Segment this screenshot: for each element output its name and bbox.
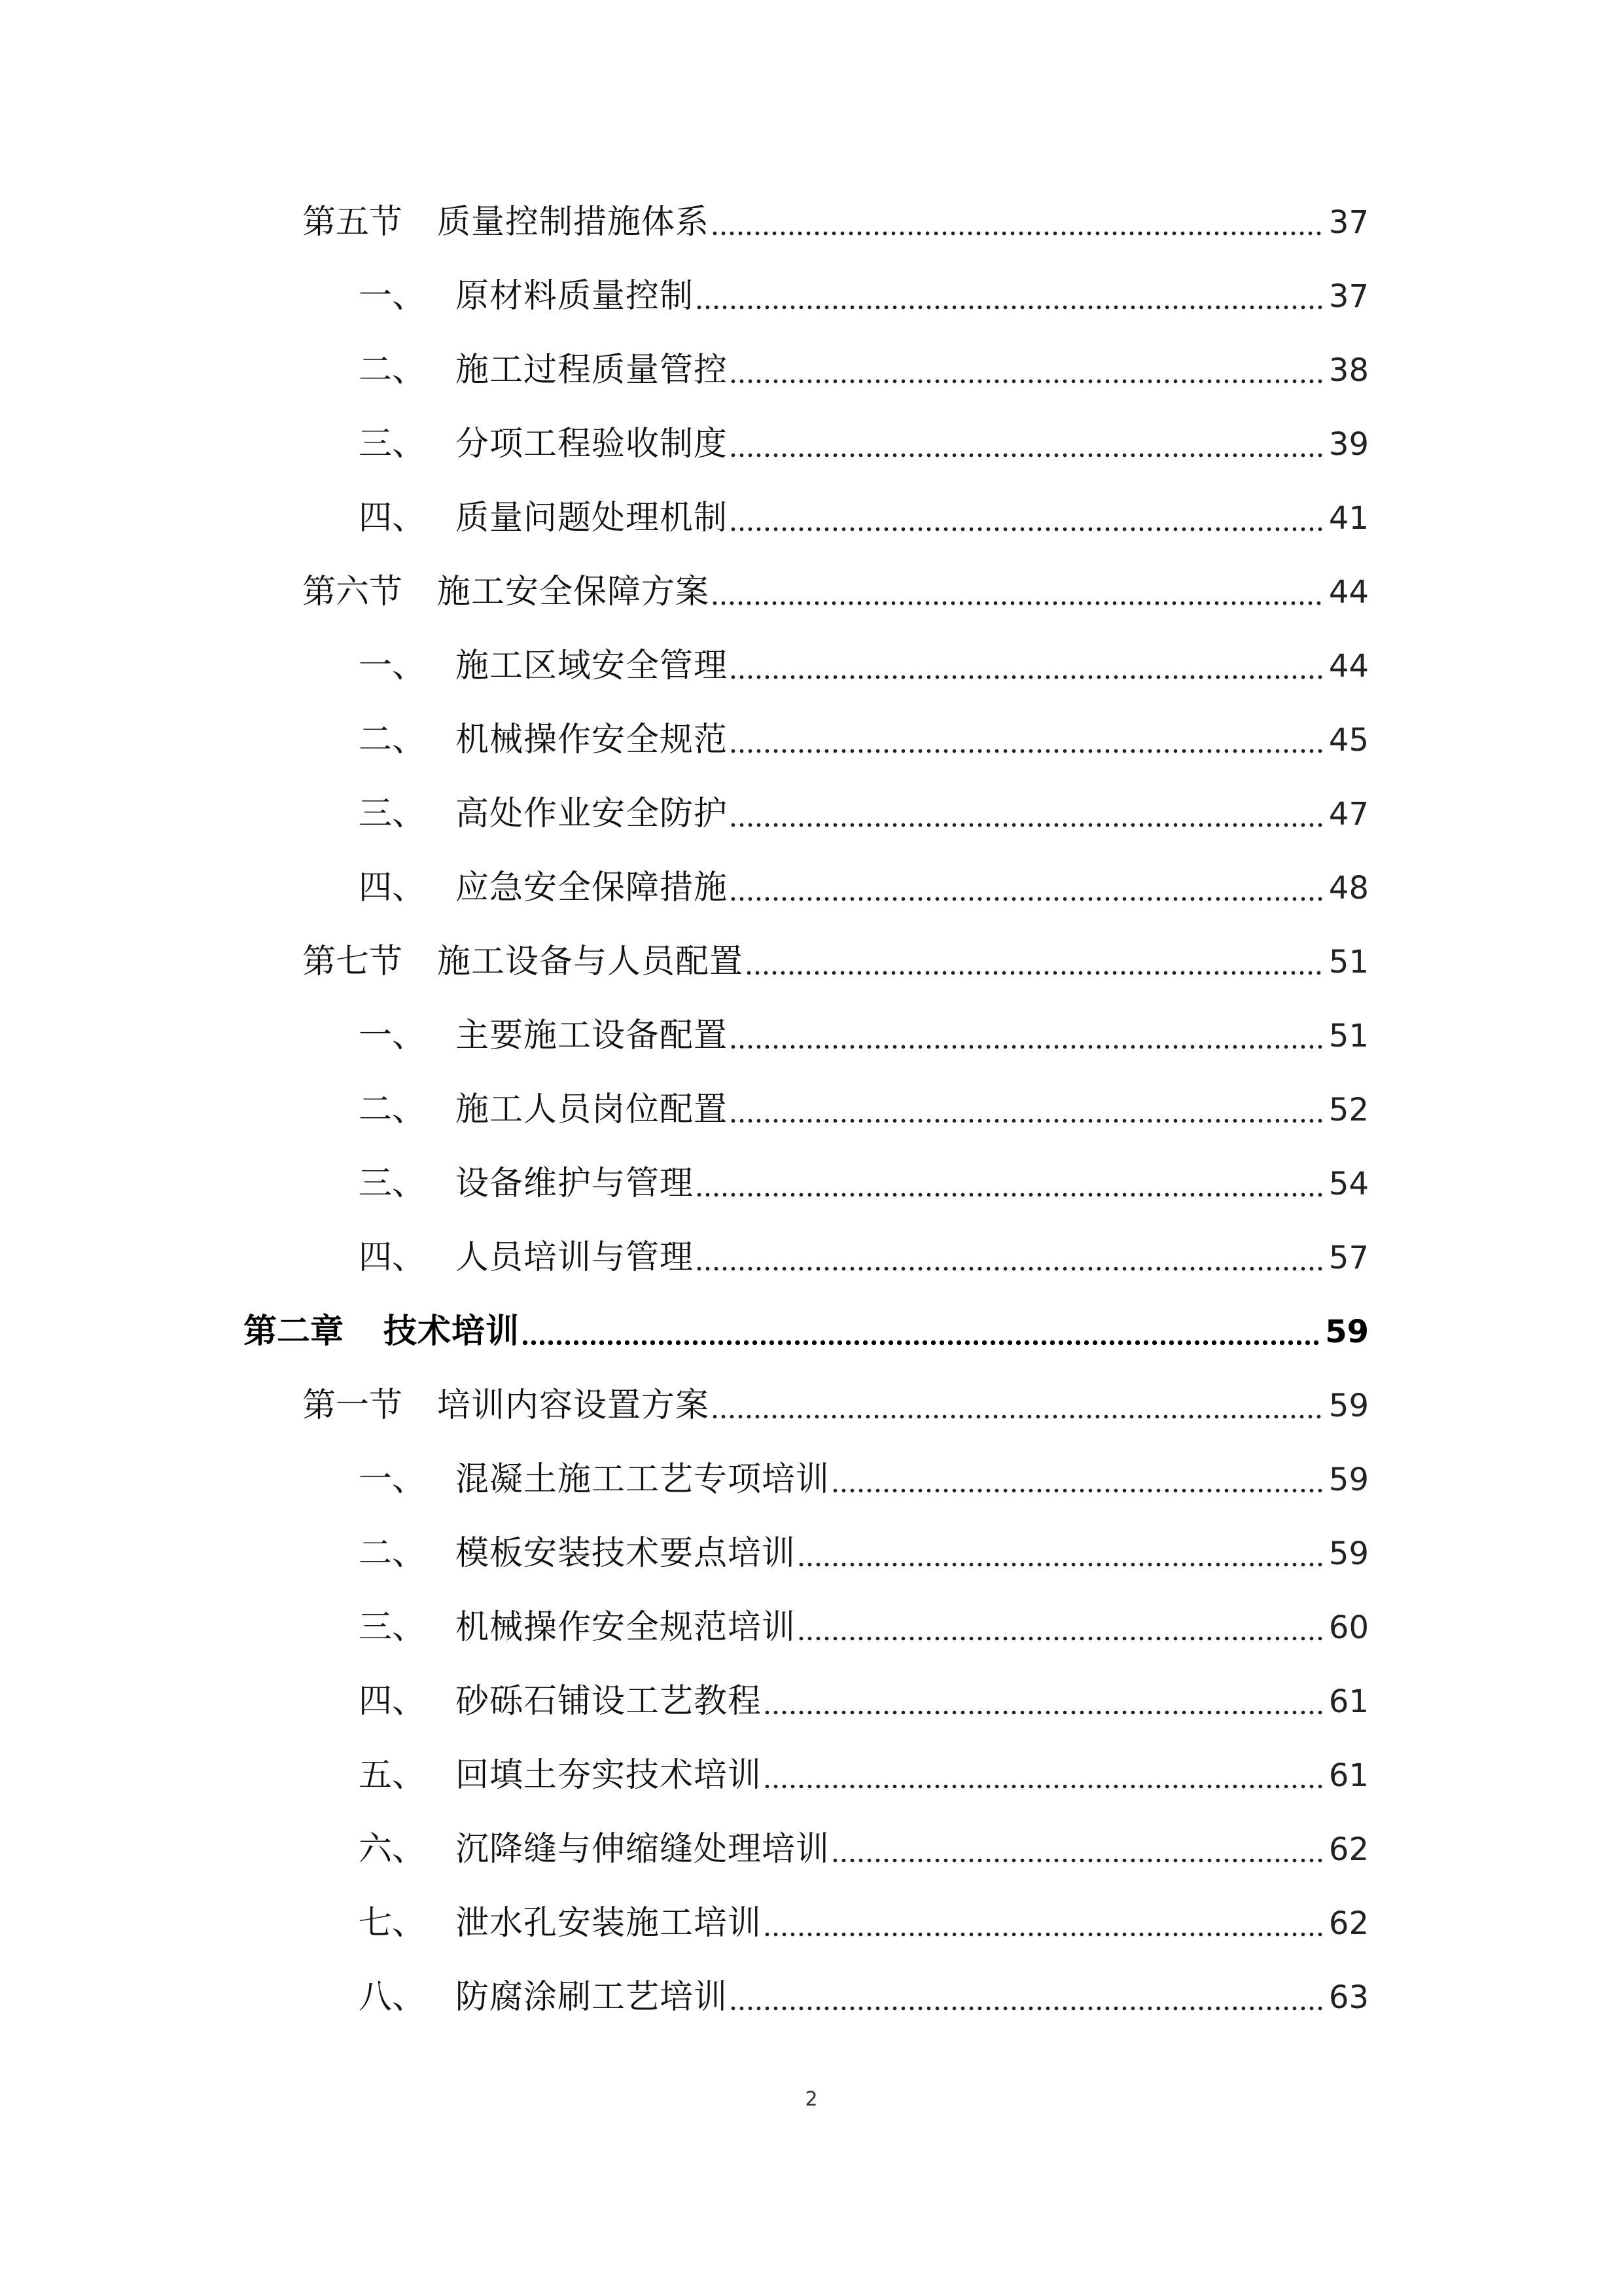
toc-entry-subsection[interactable] bbox=[359, 492, 1369, 545]
toc-entry-title: 泄水孔安装施工培训 bbox=[455, 1904, 762, 1943]
toc-entry-subsection[interactable] bbox=[359, 1823, 1369, 1876]
dot-leader bbox=[695, 1232, 1325, 1284]
toc-entry-subsection[interactable] bbox=[359, 1158, 1369, 1210]
dot-leader bbox=[831, 1823, 1325, 1876]
toc-entry-number: 一、 bbox=[359, 1460, 426, 1499]
toc-entry-page: 57 bbox=[1328, 1240, 1369, 1276]
toc-entry-title: 施工人员岗位配置 bbox=[455, 1090, 728, 1129]
toc-entry-section[interactable] bbox=[302, 196, 1369, 249]
toc-entry-number: 四、 bbox=[359, 499, 426, 537]
toc-entry-title: 高处作业安全防护 bbox=[455, 795, 728, 833]
toc-entry-number: 第五节 bbox=[302, 203, 403, 242]
toc-entry-page: 62 bbox=[1328, 1831, 1369, 1868]
toc-entry-number: 二、 bbox=[359, 351, 426, 389]
toc-entry-title: 设备维护与管理 bbox=[455, 1164, 694, 1203]
toc-entry-page: 60 bbox=[1328, 1609, 1369, 1646]
toc-entry-number: 一、 bbox=[359, 647, 426, 685]
toc-entry-section[interactable] bbox=[302, 1380, 1369, 1432]
toc-entry-title: 回填土夯实技术培训 bbox=[455, 1756, 762, 1795]
toc-entry-title: 混凝土施工工艺专项培训 bbox=[455, 1460, 830, 1499]
toc-entry-title: 应急安全保障措施 bbox=[455, 869, 728, 907]
toc-entry-page: 63 bbox=[1328, 1979, 1369, 2016]
toc-entry-title: 机械操作安全规范 bbox=[455, 721, 728, 759]
dot-leader bbox=[729, 640, 1325, 692]
toc-entry-page: 38 bbox=[1328, 352, 1369, 389]
toc-entry-title: 质量问题处理机制 bbox=[455, 499, 728, 537]
toc-entry-page: 44 bbox=[1328, 574, 1369, 611]
toc-entry-page: 51 bbox=[1328, 944, 1369, 980]
toc-entry-title: 技术培训 bbox=[383, 1312, 520, 1351]
toc-entry-title: 模板安装技术要点培训 bbox=[455, 1534, 796, 1573]
toc-entry-page: 54 bbox=[1328, 1166, 1369, 1202]
dot-leader bbox=[521, 1306, 1321, 1358]
toc-entry-title: 防腐涂刷工艺培训 bbox=[455, 1978, 728, 2017]
toc-entry-page: 59 bbox=[1325, 1314, 1369, 1350]
toc-entry-subsection[interactable] bbox=[359, 1528, 1369, 1580]
toc-entry-chapter[interactable] bbox=[243, 1306, 1369, 1358]
dot-leader bbox=[797, 1528, 1325, 1580]
toc-entry-subsection[interactable] bbox=[359, 1971, 1369, 2024]
toc-entry-subsection[interactable] bbox=[359, 418, 1369, 471]
toc-entry-number: 八、 bbox=[359, 1978, 426, 2017]
toc-entry-number: 第一节 bbox=[302, 1386, 403, 1425]
dot-leader bbox=[729, 1084, 1325, 1136]
dot-leader bbox=[831, 1454, 1325, 1506]
toc-entry-title: 施工过程质量管控 bbox=[455, 351, 728, 389]
toc-entry-subsection[interactable] bbox=[359, 1084, 1369, 1136]
dot-leader bbox=[711, 1380, 1325, 1432]
toc-entry-title: 砂砾石铺设工艺教程 bbox=[455, 1682, 762, 1721]
toc-entry-subsection[interactable] bbox=[359, 1749, 1369, 1802]
toc-entry-number: 二、 bbox=[359, 721, 426, 759]
toc-entry-subsection[interactable] bbox=[359, 1897, 1369, 1950]
toc-entry-page: 52 bbox=[1328, 1092, 1369, 1128]
toc-entry-subsection[interactable] bbox=[359, 270, 1369, 323]
toc-entry-number: 二、 bbox=[359, 1090, 426, 1129]
dot-leader bbox=[797, 1602, 1325, 1654]
toc-entry-number: 四、 bbox=[359, 1238, 426, 1277]
toc-entry-number: 六、 bbox=[359, 1830, 426, 1869]
toc-entry-page: 59 bbox=[1328, 1462, 1369, 1498]
dot-leader bbox=[763, 1676, 1325, 1728]
toc-entry-page: 62 bbox=[1328, 1905, 1369, 1942]
toc-entry-number: 第七节 bbox=[302, 942, 403, 981]
toc-entry-subsection[interactable] bbox=[359, 1454, 1369, 1506]
toc-entry-number: 三、 bbox=[359, 425, 426, 463]
dot-leader bbox=[729, 788, 1325, 840]
toc-entry-title: 质量控制措施体系 bbox=[437, 203, 710, 242]
toc-entry-title: 人员培训与管理 bbox=[455, 1238, 694, 1277]
toc-entry-page: 61 bbox=[1328, 1683, 1369, 1720]
toc-entry-section[interactable] bbox=[302, 566, 1369, 619]
toc-entry-page: 51 bbox=[1328, 1018, 1369, 1054]
toc-entry-page: 37 bbox=[1328, 204, 1369, 241]
toc-entry-title: 施工设备与人员配置 bbox=[437, 942, 744, 981]
toc-entry-title: 原材料质量控制 bbox=[455, 277, 694, 315]
toc-entry-title: 施工安全保障方案 bbox=[437, 573, 710, 611]
toc-entry-subsection[interactable] bbox=[359, 640, 1369, 692]
toc-entry-number: 第六节 bbox=[302, 573, 403, 611]
toc-entry-number: 五、 bbox=[359, 1756, 426, 1795]
toc-entry-number: 四、 bbox=[359, 1682, 426, 1721]
toc-entry-section[interactable] bbox=[302, 936, 1369, 988]
dot-leader bbox=[695, 270, 1325, 323]
toc-entry-title: 分项工程验收制度 bbox=[455, 425, 728, 463]
toc-entry-page: 59 bbox=[1328, 1535, 1369, 1572]
toc-entry-title: 沉降缝与伸缩缝处理培训 bbox=[455, 1830, 830, 1869]
toc-entry-subsection[interactable] bbox=[359, 788, 1369, 840]
toc-entry-page: 44 bbox=[1328, 648, 1369, 685]
toc-entry-number: 七、 bbox=[359, 1904, 426, 1943]
dot-leader bbox=[763, 1897, 1325, 1950]
toc-entry-number: 三、 bbox=[359, 795, 426, 833]
toc-entry-page: 47 bbox=[1328, 796, 1369, 833]
toc-entry-subsection[interactable] bbox=[359, 344, 1369, 397]
dot-leader bbox=[763, 1749, 1325, 1802]
toc-entry-subsection[interactable] bbox=[359, 1232, 1369, 1284]
toc-entry-number: 三、 bbox=[359, 1164, 426, 1203]
dot-leader bbox=[711, 566, 1325, 619]
toc-entry-page: 48 bbox=[1328, 870, 1369, 906]
toc-entry-title: 主要施工设备配置 bbox=[455, 1016, 728, 1055]
toc-entry-page: 61 bbox=[1328, 1757, 1369, 1794]
toc-entry-subsection[interactable] bbox=[359, 714, 1369, 766]
dot-leader bbox=[711, 196, 1325, 249]
toc-entry-page: 59 bbox=[1328, 1388, 1369, 1424]
toc-entry-title: 施工区域安全管理 bbox=[455, 647, 728, 685]
toc-entry-number: 二、 bbox=[359, 1534, 426, 1573]
toc-entry-subsection[interactable] bbox=[359, 1676, 1369, 1728]
toc-entry-page: 37 bbox=[1328, 278, 1369, 315]
dot-leader bbox=[729, 1010, 1325, 1062]
toc-entry-subsection[interactable] bbox=[359, 862, 1369, 914]
toc-entry-page: 41 bbox=[1328, 500, 1369, 537]
dot-leader bbox=[729, 418, 1325, 471]
toc-entry-title: 机械操作安全规范培训 bbox=[455, 1608, 796, 1647]
toc-entry-title: 培训内容设置方案 bbox=[437, 1386, 710, 1425]
dot-leader bbox=[729, 714, 1325, 766]
toc-entry-number: 一、 bbox=[359, 1016, 426, 1055]
dot-leader bbox=[729, 862, 1325, 914]
toc-entry-page: 39 bbox=[1328, 426, 1369, 463]
dot-leader bbox=[695, 1158, 1325, 1210]
toc-entry-number: 一、 bbox=[359, 277, 426, 315]
toc-entry-number: 第二章 bbox=[243, 1312, 344, 1351]
toc-entry-subsection[interactable] bbox=[359, 1010, 1369, 1062]
toc-entry-number: 三、 bbox=[359, 1608, 426, 1647]
dot-leader bbox=[729, 1971, 1325, 2024]
dot-leader bbox=[745, 936, 1325, 988]
toc-entry-subsection[interactable] bbox=[359, 1602, 1369, 1654]
toc-entry-number: 四、 bbox=[359, 869, 426, 907]
toc-entry-page: 45 bbox=[1328, 722, 1369, 759]
dot-leader bbox=[729, 344, 1325, 397]
page-number: 2 bbox=[805, 2088, 818, 2111]
dot-leader bbox=[729, 492, 1325, 545]
